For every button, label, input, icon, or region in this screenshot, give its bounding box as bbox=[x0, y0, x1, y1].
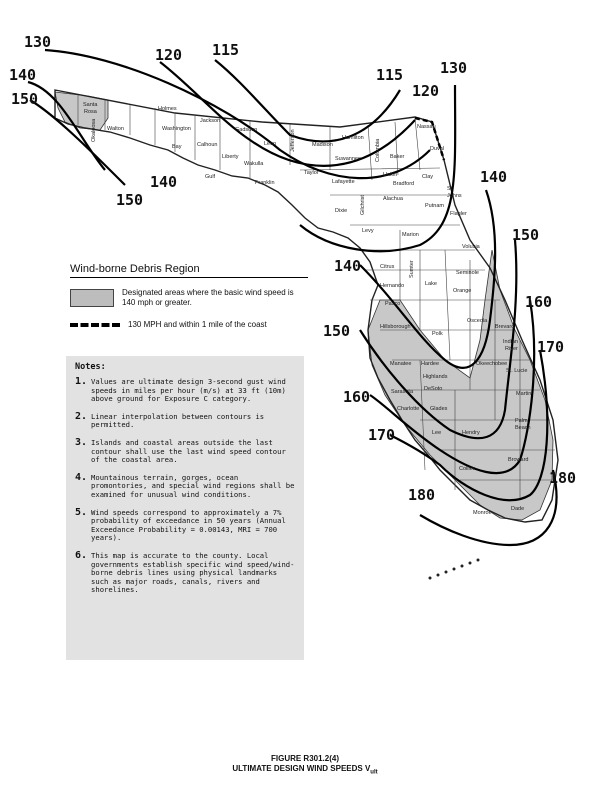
legend bbox=[70, 263, 308, 342]
contour-label: 160 bbox=[525, 293, 553, 311]
county-label: Madison bbox=[312, 142, 333, 148]
note-item bbox=[75, 471, 295, 500]
county-label: Lafayette bbox=[332, 179, 355, 185]
legend-swatch-shaded bbox=[70, 289, 114, 307]
county-label: Liberty bbox=[222, 154, 239, 160]
county-label: Brevard bbox=[495, 324, 515, 330]
county-label: Baker bbox=[390, 154, 405, 160]
note-text: Values are ultimate design 3-second gust wind speeds in miles per hour (m/s) at 33 ft (10m) above ground for Exposure C category. bbox=[91, 377, 286, 404]
county-label: Alachua bbox=[383, 196, 403, 202]
contour-label: 180 bbox=[549, 469, 577, 487]
florida-keys bbox=[429, 559, 480, 580]
county-label: Sarasota bbox=[391, 389, 414, 395]
county-label: Martin bbox=[516, 391, 532, 397]
county-label: Polk bbox=[432, 331, 443, 337]
county-label: Leon bbox=[264, 141, 277, 147]
county-label: Hardee bbox=[421, 361, 440, 367]
county-label: Osceola bbox=[467, 318, 488, 324]
county-label: Walton bbox=[107, 126, 124, 132]
legend-label-shaded: Designated areas where the basic wind speed is 140 mph or greater. bbox=[122, 288, 294, 307]
county-label: Palm bbox=[515, 418, 528, 424]
county-label: Orange bbox=[453, 288, 472, 294]
contour-label: 170 bbox=[368, 426, 396, 444]
county-label: Highlands bbox=[423, 374, 448, 380]
contour-label: 160 bbox=[343, 388, 371, 406]
contour-label: 130 bbox=[24, 33, 52, 51]
county-label: Washington bbox=[162, 126, 191, 132]
contour-label: 150 bbox=[323, 322, 351, 340]
figure-number: FIGURE R301.2(4) bbox=[270, 754, 340, 763]
contour-label: 140 bbox=[480, 168, 508, 186]
county-label: Glades bbox=[430, 406, 448, 412]
county-label: Charlotte bbox=[397, 406, 420, 412]
county-label: Union bbox=[383, 172, 398, 178]
county-label: Wakulla bbox=[244, 161, 264, 167]
county-label: Hendry bbox=[462, 430, 480, 436]
county-label: St. Lucie bbox=[506, 368, 528, 374]
county-label: Columbia bbox=[375, 138, 381, 162]
county-label: Dixie bbox=[335, 208, 348, 214]
contour-label: 150 bbox=[11, 90, 39, 108]
note-text: Linear interpolation between contours is permitted. bbox=[91, 411, 265, 430]
note-text: Wind speeds correspond to approximately a 7% probability of exceedance in 50 years (Annual Exceedance Probability = 0.00143, MRI = 700 years). bbox=[91, 507, 286, 543]
county-label: Broward bbox=[508, 457, 529, 463]
contour-label: 120 bbox=[155, 46, 183, 64]
contour-label: 120 bbox=[412, 82, 440, 100]
county-label: Bradford bbox=[393, 181, 415, 187]
note-number: 4. bbox=[75, 471, 88, 483]
county-label: Santa bbox=[83, 102, 98, 108]
county-label: Lake bbox=[425, 281, 437, 287]
county-label: Manatee bbox=[390, 361, 412, 367]
county-label: Hernando bbox=[380, 283, 405, 289]
note-number: 3. bbox=[75, 436, 88, 448]
county-label: Clay bbox=[422, 174, 434, 180]
note-item bbox=[75, 410, 295, 430]
county-label: Okaloosa bbox=[91, 118, 97, 142]
note-item bbox=[75, 436, 295, 465]
contour-label: 140 bbox=[9, 66, 37, 84]
note-item bbox=[75, 378, 295, 404]
county-label: DeSoto bbox=[424, 386, 443, 392]
county-label: Marion bbox=[402, 232, 419, 238]
legend-label-dashed: 130 MPH and within 1 mile of the coast bbox=[128, 320, 267, 329]
note-item bbox=[75, 506, 295, 543]
county-label: Pasco bbox=[385, 301, 401, 307]
contour-label: 150 bbox=[512, 226, 540, 244]
county-label: Beach bbox=[515, 425, 531, 431]
county-label: St. bbox=[447, 186, 454, 192]
county-label: Jefferson bbox=[290, 129, 296, 152]
figure-title-text: ULTIMATE DESIGN WIND SPEEDS V bbox=[232, 764, 371, 773]
note-text: Mountainous terrain, gorges, ocean promontories, and special wind regions shall be examined for unusual wind conditions. bbox=[91, 472, 295, 499]
county-label: Duval bbox=[430, 146, 445, 152]
county-label: Monroe bbox=[473, 510, 492, 516]
legend-title: Wind-borne Debris Region bbox=[70, 263, 308, 278]
county-label: Okeechobee bbox=[476, 361, 508, 367]
note-text: Islands and coastal areas outside the last contour shall use the last wind speed contour of the coastal area. bbox=[91, 437, 286, 465]
county-label: Collier bbox=[459, 466, 475, 472]
legend-row-shaded bbox=[70, 288, 308, 308]
contour-label: 170 bbox=[537, 338, 565, 356]
notes-box bbox=[66, 356, 304, 660]
note-number: 2. bbox=[75, 410, 88, 422]
county-label: River bbox=[505, 346, 518, 352]
county-label: Hamilton bbox=[342, 135, 364, 141]
county-label: Seminole bbox=[456, 270, 479, 276]
figure-caption bbox=[0, 754, 610, 778]
county-label: Franklin bbox=[255, 180, 275, 186]
contour-label: 150 bbox=[116, 191, 144, 209]
note-number: 1. bbox=[75, 376, 88, 387]
county-label: Volusia bbox=[462, 244, 480, 250]
contour-label: 140 bbox=[334, 257, 362, 275]
notes-title: Notes: bbox=[75, 362, 106, 372]
county-label: Jackson bbox=[200, 118, 221, 124]
county-label: Dade bbox=[511, 506, 525, 512]
county-label: Taylor bbox=[304, 170, 319, 176]
county-label: Levy bbox=[362, 228, 374, 234]
county-label: Citrus bbox=[380, 264, 395, 270]
legend-row-dashed bbox=[70, 320, 308, 330]
contour-label: 140 bbox=[150, 173, 178, 191]
county-label: Johns bbox=[447, 193, 462, 199]
county-label: Lee bbox=[432, 430, 442, 436]
note-number: 5. bbox=[75, 506, 88, 518]
note-text: This map is accurate to the county. Local governments establish specific wind speed/wind-borne debris lines using physical landmarks such as major roads, canals, rivers and shorelines. bbox=[91, 550, 295, 595]
county-label: Bay bbox=[172, 144, 182, 150]
note-item bbox=[75, 549, 295, 595]
county-label: Nassau bbox=[417, 124, 436, 130]
county-label: Gilchrist bbox=[360, 195, 366, 215]
county-label: Rosa bbox=[84, 109, 97, 115]
contour-label: 180 bbox=[408, 486, 436, 504]
county-label: Putnam bbox=[425, 203, 444, 209]
contour-label: 115 bbox=[212, 41, 240, 59]
figure-title-subscript: ult bbox=[370, 769, 378, 776]
legend-swatch-dashed bbox=[70, 323, 120, 327]
figure-title bbox=[0, 764, 610, 778]
county-label: Holmes bbox=[158, 106, 177, 112]
county-label: Gulf bbox=[205, 174, 216, 180]
county-label: Indian bbox=[503, 339, 518, 345]
note-number: 6. bbox=[75, 549, 88, 561]
contour-label: 115 bbox=[376, 66, 404, 84]
county-label: Flagler bbox=[450, 211, 467, 217]
county-label: Gadsden bbox=[235, 127, 258, 133]
county-label: Suwannee bbox=[335, 156, 361, 162]
contour-label: 130 bbox=[440, 59, 468, 77]
county-label: Calhoun bbox=[197, 142, 218, 148]
county-label: Hillsborough bbox=[380, 324, 411, 330]
county-label: Sumter bbox=[409, 260, 415, 278]
